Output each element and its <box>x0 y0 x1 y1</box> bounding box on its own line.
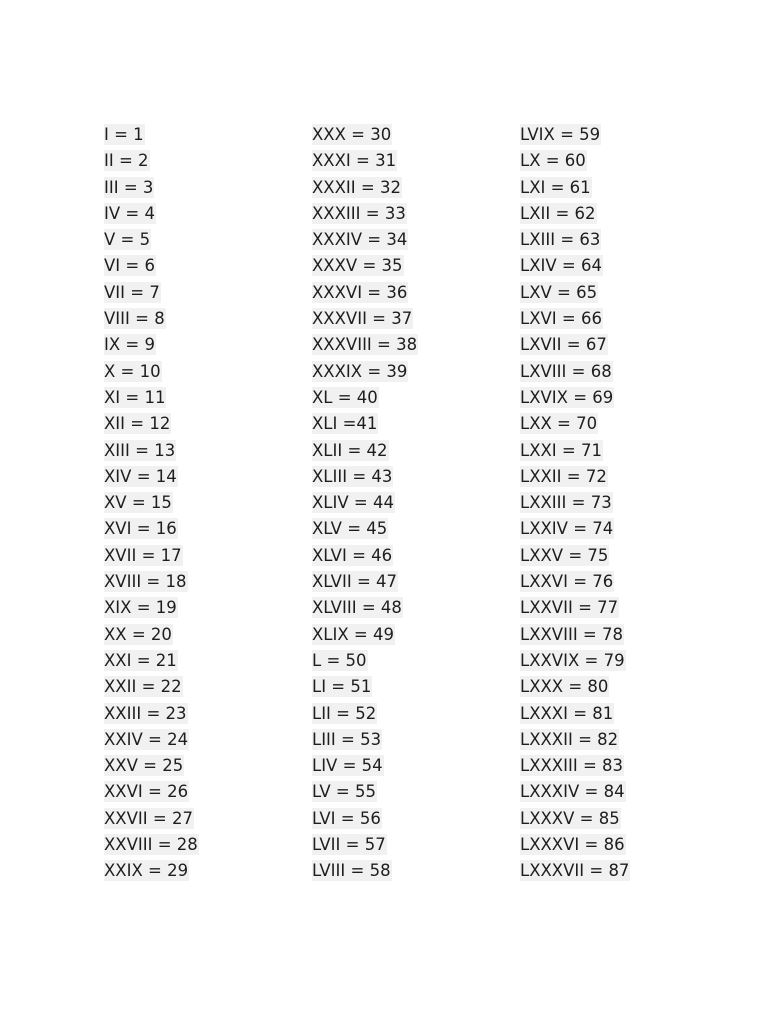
numeral-entry <box>312 201 418 227</box>
numeral-entry-text: XXXVII = 37 <box>312 309 413 329</box>
numeral-entry-text: LVIX = 59 <box>520 125 601 144</box>
numeral-entry <box>312 832 418 858</box>
numeral-entry <box>104 175 199 201</box>
numeral-entry <box>104 306 199 332</box>
numeral-entry-text: LXIII = 63 <box>520 230 601 250</box>
numeral-entry-text: XXXVIII = 38 <box>312 335 418 355</box>
numeral-entry <box>104 411 199 437</box>
numeral-entry <box>520 438 630 464</box>
numeral-entry-text: LXVIII = 68 <box>520 361 612 381</box>
numeral-entry <box>312 595 418 621</box>
numeral-entry-text: III = 3 <box>104 177 154 197</box>
numeral-entry <box>312 674 418 700</box>
numeral-entry-text: LXXVIX = 79 <box>520 650 625 670</box>
numeral-entry <box>312 148 418 174</box>
numeral-entry <box>520 543 630 569</box>
numeral-entry-text: XVI = 16 <box>104 519 177 539</box>
numeral-entry-text: LVI = 56 <box>312 808 381 828</box>
numeral-entry-text: XLVIII = 48 <box>312 598 402 618</box>
numeral-entry-text: XV = 15 <box>104 493 172 513</box>
numeral-entry <box>312 490 418 516</box>
numeral-entry-text: LXX = 70 <box>520 414 598 434</box>
numeral-entry-text: LI = 51 <box>312 677 372 697</box>
numeral-entry-text: V = 5 <box>104 230 151 250</box>
numeral-entry-text: LXVI = 66 <box>520 309 602 329</box>
numeral-entry <box>520 832 630 858</box>
numeral-entry <box>520 806 630 832</box>
numeral-entry-text: LXXXI = 81 <box>520 703 614 723</box>
numeral-entry-text: XLV = 45 <box>312 519 388 539</box>
numeral-entry <box>104 227 199 253</box>
numeral-entry-text: LXXV = 75 <box>520 545 609 565</box>
numeral-entry <box>104 806 199 832</box>
numeral-entry <box>520 122 630 148</box>
numeral-entry-text: LXXIV = 74 <box>520 519 614 539</box>
numeral-entry <box>312 543 418 569</box>
numeral-entry-text: XXXI = 31 <box>312 151 397 171</box>
numeral-entry-text: IX = 9 <box>104 335 155 355</box>
numeral-entry <box>312 753 418 779</box>
numeral-entry-text: LXXIII = 73 <box>520 493 612 513</box>
numeral-entry <box>104 753 199 779</box>
numeral-entry-text: XXXV = 35 <box>312 256 403 276</box>
numeral-entry-text: XXXII = 32 <box>312 177 401 197</box>
numeral-entry <box>104 253 199 279</box>
numeral-entry <box>312 411 418 437</box>
numeral-entry <box>520 595 630 621</box>
numeral-entry-text: LXXVIII = 78 <box>520 624 623 644</box>
numeral-entry <box>312 385 418 411</box>
numeral-entry-text: XVIII = 18 <box>104 572 187 592</box>
numeral-entry-text: XXVII = 27 <box>104 808 193 828</box>
numeral-entry <box>104 490 199 516</box>
numeral-entry-text: LXXVII = 77 <box>520 598 619 618</box>
numeral-entry <box>312 253 418 279</box>
numeral-entry-text: XIX = 19 <box>104 598 177 618</box>
numeral-column-2 <box>312 122 418 885</box>
numeral-entry <box>520 411 630 437</box>
numeral-entry-text: LXVII = 67 <box>520 335 607 355</box>
numeral-entry <box>104 516 199 542</box>
numeral-entry <box>520 779 630 805</box>
numeral-entry <box>520 569 630 595</box>
numeral-entry <box>104 701 199 727</box>
numeral-column-1 <box>104 122 199 885</box>
numeral-entry <box>520 727 630 753</box>
numeral-entry-text: LXIV = 64 <box>520 256 602 276</box>
numeral-entry-text: VII = 7 <box>104 282 160 302</box>
numeral-entry <box>104 359 199 385</box>
numeral-entry-text: LVIII = 58 <box>312 861 391 881</box>
numeral-entry <box>520 858 630 884</box>
numeral-entry-text: XII = 12 <box>104 414 171 434</box>
numeral-entry <box>520 148 630 174</box>
numeral-entry <box>104 543 199 569</box>
numeral-entry <box>312 622 418 648</box>
numeral-entry-text: XIII = 13 <box>104 440 176 460</box>
numeral-entry <box>104 779 199 805</box>
numeral-entry <box>312 438 418 464</box>
numeral-entry-text: IV = 4 <box>104 203 155 223</box>
numeral-entry-text: LII = 52 <box>312 703 377 723</box>
numeral-entry <box>520 674 630 700</box>
numeral-entry <box>104 438 199 464</box>
numeral-entry <box>104 201 199 227</box>
numeral-entry <box>312 516 418 542</box>
numeral-entry <box>104 595 199 621</box>
numeral-entry <box>520 332 630 358</box>
numeral-entry-text: LXXXIII = 83 <box>520 756 624 776</box>
numeral-entry-text: LXXVI = 76 <box>520 572 614 592</box>
numeral-entry-text: LX = 60 <box>520 151 586 171</box>
numeral-entry-text: XXVIII = 28 <box>104 835 198 855</box>
numeral-entry-text: LIII = 53 <box>312 729 382 749</box>
numeral-entry <box>312 175 418 201</box>
numeral-entry <box>104 280 199 306</box>
numeral-entry <box>312 569 418 595</box>
numeral-entry-text: LXXXII = 82 <box>520 729 619 749</box>
numeral-entry <box>104 648 199 674</box>
numeral-entry-text: I = 1 <box>104 125 144 144</box>
numeral-entry <box>520 464 630 490</box>
numeral-entry-text: L = 50 <box>312 650 367 670</box>
numeral-entry-text: XXXIII = 33 <box>312 203 406 223</box>
numeral-entry <box>312 858 418 884</box>
numeral-entry <box>520 227 630 253</box>
numeral-entry <box>312 779 418 805</box>
numeral-entry <box>312 306 418 332</box>
numeral-entry-text: XXIV = 24 <box>104 729 189 749</box>
numeral-entry-text: XXXIX = 39 <box>312 361 408 381</box>
numeral-entry-text: XXI = 21 <box>104 650 177 670</box>
numeral-entry <box>520 359 630 385</box>
numeral-entry-text: XVII = 17 <box>104 545 182 565</box>
numeral-entry <box>312 727 418 753</box>
numeral-entry <box>520 280 630 306</box>
numeral-entry-text: XXIII = 23 <box>104 703 187 723</box>
numeral-entry-text: XXXIV = 34 <box>312 230 408 250</box>
numeral-entry <box>520 516 630 542</box>
numeral-entry-text: XXV = 25 <box>104 756 184 776</box>
numeral-entry <box>520 385 630 411</box>
numeral-entry-text: XI = 11 <box>104 387 166 407</box>
numeral-column-3 <box>520 122 630 885</box>
numeral-entry <box>312 648 418 674</box>
numeral-entry-text: LXII = 62 <box>520 203 596 223</box>
numeral-entry-text: XL = 40 <box>312 387 378 407</box>
numeral-entry-text: LXXXVI = 86 <box>520 835 625 855</box>
numeral-entry-text: XLVII = 47 <box>312 572 398 592</box>
numeral-entry <box>312 359 418 385</box>
numeral-entry <box>520 253 630 279</box>
numeral-entry-text: X = 10 <box>104 361 161 381</box>
numeral-entry-text: XXII = 22 <box>104 677 182 697</box>
numeral-entry-text: XIV = 14 <box>104 466 177 486</box>
numeral-entry-text: XXXVI = 36 <box>312 282 408 302</box>
numeral-entry <box>104 148 199 174</box>
numeral-entry <box>104 122 199 148</box>
numeral-entry <box>520 306 630 332</box>
numeral-entry-text: XLII = 42 <box>312 440 388 460</box>
numeral-entry <box>104 832 199 858</box>
numeral-entry <box>104 385 199 411</box>
numeral-entry <box>520 648 630 674</box>
numeral-entry <box>104 674 199 700</box>
numeral-entry-text: LXXI = 71 <box>520 440 602 460</box>
numeral-entry <box>312 806 418 832</box>
numeral-entry <box>312 332 418 358</box>
numeral-entry <box>312 227 418 253</box>
numeral-entry-text: XXIX = 29 <box>104 861 189 881</box>
numeral-entry-text: LXV = 65 <box>520 282 598 302</box>
numeral-entry-text: XLIX = 49 <box>312 624 394 644</box>
numeral-entry-text: LXXXV = 85 <box>520 808 620 828</box>
numeral-entry-text: LXXXIV = 84 <box>520 782 625 802</box>
numeral-entry <box>520 490 630 516</box>
numeral-entry <box>312 122 418 148</box>
numeral-entry <box>312 280 418 306</box>
numeral-entry-text: LXXX = 80 <box>520 677 609 697</box>
numeral-entry <box>312 701 418 727</box>
numeral-entry <box>104 727 199 753</box>
numeral-entry <box>104 569 199 595</box>
numeral-entry <box>104 464 199 490</box>
numeral-entry <box>520 175 630 201</box>
numeral-entry-text: XLIV = 44 <box>312 493 394 513</box>
numeral-entry-text: LXI = 61 <box>520 177 591 197</box>
numeral-entry <box>520 753 630 779</box>
numeral-entry <box>520 622 630 648</box>
numeral-entry-text: VI = 6 <box>104 256 155 276</box>
numeral-entry-text: XLIII = 43 <box>312 466 393 486</box>
numeral-entry-text: XLI =41 <box>312 414 378 434</box>
numeral-entry <box>520 201 630 227</box>
numeral-entry <box>520 701 630 727</box>
numeral-entry-text: VIII = 8 <box>104 309 165 329</box>
numeral-entry-text: II = 2 <box>104 151 149 171</box>
numeral-entry-text: XXVI = 26 <box>104 782 189 802</box>
numeral-entry-text: XLVI = 46 <box>312 545 393 565</box>
numeral-entry-text: XXX = 30 <box>312 125 392 144</box>
numeral-entry-text: XX = 20 <box>104 624 172 644</box>
numeral-entry-text: LVII = 57 <box>312 835 386 855</box>
numeral-entry-text: LXXXVII = 87 <box>520 861 630 881</box>
numeral-entry-text: LV = 55 <box>312 782 376 802</box>
numeral-entry-text: LIV = 54 <box>312 756 383 776</box>
numeral-entry <box>104 858 199 884</box>
numeral-entry <box>312 464 418 490</box>
numeral-entry <box>104 332 199 358</box>
numeral-entry-text: LXXII = 72 <box>520 466 607 486</box>
numeral-entry <box>104 622 199 648</box>
numeral-entry-text: LXVIX = 69 <box>520 387 614 407</box>
